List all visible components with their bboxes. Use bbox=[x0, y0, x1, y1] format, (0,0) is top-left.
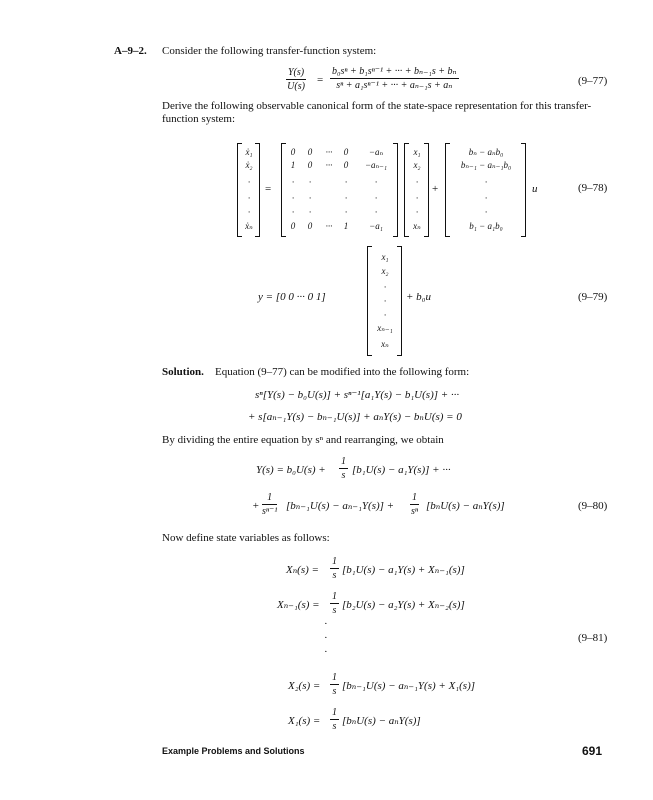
b-entry: · bbox=[484, 193, 488, 203]
derive-line2: function system: bbox=[162, 113, 236, 125]
def-2-lhs: X₂(s) = bbox=[288, 680, 321, 692]
y-x-entry: · bbox=[383, 310, 387, 320]
y-x-entry: x₁ bbox=[381, 252, 389, 262]
a-matrix-entry: 0 bbox=[290, 147, 296, 157]
a-matrix-entry: · bbox=[344, 193, 348, 203]
y2-frac2-num: 1 bbox=[412, 492, 417, 503]
footer-page-number: 691 bbox=[582, 744, 603, 758]
x-entry: xₙ bbox=[413, 221, 421, 231]
a-matrix-entry: −a₁ bbox=[369, 221, 383, 231]
def-0-num: 1 bbox=[332, 556, 337, 567]
def-0-lhs: Xₙ(s) = bbox=[286, 564, 319, 576]
derive-line1: Derive the following observable canonical form of the state-space representation for this transfer- bbox=[162, 100, 592, 112]
eq-978-plus: + bbox=[432, 183, 439, 195]
eq-978-label: (9–78) bbox=[578, 182, 608, 194]
def-1-rhs: [b₂U(s) − a₂Y(s) + Xₙ₋₂(s)] bbox=[342, 599, 465, 611]
y2-frac2-den: sⁿ bbox=[410, 506, 419, 517]
y-line-lhs: Y(s) = b₀U(s) + bbox=[256, 464, 326, 476]
a-matrix-entry: · bbox=[291, 207, 295, 217]
a-matrix-left-bracket bbox=[281, 143, 286, 237]
a-matrix-entry: 0 bbox=[343, 160, 349, 170]
a-matrix-entry: 1 bbox=[290, 160, 296, 170]
a-matrix-entry: · bbox=[374, 193, 378, 203]
y-x-entry: xₙ₋₁ bbox=[377, 323, 393, 333]
a-matrix-entry: 0 bbox=[290, 221, 296, 231]
define-text: Now define state variables as follows: bbox=[162, 532, 330, 544]
solution-label: Solution. bbox=[162, 366, 204, 378]
a-matrix-entry: · bbox=[374, 207, 378, 217]
a-matrix-entry: ··· bbox=[325, 160, 333, 170]
eq-977-rhs-num: b₀sⁿ + b₁sⁿ⁻¹ + ··· + bₙ₋₁s + bₙ bbox=[332, 66, 457, 77]
def-1-lhs: Xₙ₋₁(s) = bbox=[277, 599, 320, 611]
eq-979-label: (9–79) bbox=[578, 291, 608, 303]
eq-979-rhs: + b₀u bbox=[406, 291, 431, 303]
y-line-frac bbox=[339, 456, 348, 481]
a-matrix-entry: −aₙ₋₁ bbox=[364, 160, 388, 170]
y-line-rhs: [b₁U(s) − a₁Y(s)] + ··· bbox=[352, 464, 451, 476]
eq-977-rhs-den: sⁿ + a₁sⁿ⁻¹ + ··· + aₙ₋₁s + aₙ bbox=[336, 80, 453, 91]
y2-frac1 bbox=[262, 492, 277, 517]
def-1-frac bbox=[330, 591, 339, 616]
a-matrix-entry: −aₙ bbox=[368, 147, 384, 157]
eq-977-equals: = bbox=[317, 74, 324, 86]
eq-977-label: (9–77) bbox=[578, 75, 608, 87]
x-entry: x₂ bbox=[413, 160, 421, 170]
eq-980-label: (9–80) bbox=[578, 500, 608, 512]
eq-978-equals: = bbox=[265, 183, 272, 195]
def-3-lhs: X₁(s) = bbox=[288, 715, 321, 727]
y-frac-den: s bbox=[341, 470, 346, 481]
problem-intro: Consider the following transfer-function system: bbox=[162, 45, 377, 57]
a-matrix-entry: · bbox=[291, 193, 295, 203]
def-2-num: 1 bbox=[332, 672, 337, 683]
a-matrix-entry: · bbox=[344, 207, 348, 217]
x-entry: · bbox=[415, 177, 419, 187]
a-matrix-entry: ··· bbox=[325, 147, 333, 157]
a-matrix-entry: 0 bbox=[343, 147, 349, 157]
b-entry: bₙ₋₁ − aₙ₋₁b₀ bbox=[460, 160, 512, 170]
eq-981-label: (9–81) bbox=[578, 632, 608, 644]
def-0-rhs: [b₁U(s) − a₁Y(s) + Xₙ₋₁(s)] bbox=[342, 564, 465, 576]
a-matrix-entry: 0 bbox=[307, 147, 313, 157]
xdot-entry: · bbox=[247, 177, 251, 187]
a-matrix-entry: 0 bbox=[307, 221, 313, 231]
def-3-rhs: [bₙU(s) − aₙY(s)] bbox=[342, 715, 421, 727]
solution-line2: + s[aₙ₋₁Y(s) − bₙ₋₁U(s)] + aₙY(s) − bₙU(s) = 0 bbox=[248, 411, 462, 423]
def-2-rhs: [bₙ₋₁U(s) − aₙ₋₁Y(s) + X₁(s)] bbox=[342, 680, 476, 692]
def-2-den: s bbox=[332, 686, 337, 697]
y2-frac1-den: sⁿ⁻¹ bbox=[262, 506, 278, 517]
a-matrix-entry: · bbox=[344, 177, 348, 187]
a-matrix-entry: · bbox=[308, 207, 312, 217]
x-entry: · bbox=[415, 193, 419, 203]
solution-text: Equation (9–77) can be modified into the following form: bbox=[215, 366, 470, 378]
y-x-entry: x₂ bbox=[381, 266, 389, 276]
def-0-frac bbox=[330, 556, 339, 581]
problem-number: A–9–2. bbox=[114, 45, 147, 57]
eq-978-u: u bbox=[532, 183, 538, 195]
y2-prefix: + bbox=[252, 500, 260, 512]
xdot-entry: ẋₙ bbox=[245, 221, 253, 231]
solution-line1: sⁿ[Y(s) − b₀U(s)] + sⁿ⁻¹[a₁Y(s) − b₁U(s)] + ··· bbox=[255, 389, 460, 401]
b-entry: · bbox=[484, 177, 488, 187]
eq-977-rhs bbox=[330, 66, 459, 91]
xdot-entry: · bbox=[247, 207, 251, 217]
b-entry: · bbox=[484, 207, 488, 217]
def-2-frac bbox=[330, 672, 339, 697]
vdot-2: · bbox=[324, 646, 328, 658]
a-matrix-entry: · bbox=[374, 177, 378, 187]
eq-977-lhs-den: U(s) bbox=[287, 81, 305, 92]
y2-end: [bₙU(s) − aₙY(s)] bbox=[426, 500, 505, 512]
y2-mid: [bₙ₋₁U(s) − aₙ₋₁Y(s)] + bbox=[286, 500, 395, 512]
xdot-entry: ẋ₁ bbox=[245, 147, 253, 157]
eq-979-lhs: y = [0 0 ··· 0 1] bbox=[258, 291, 326, 303]
b-entry: bₙ − aₙb₀ bbox=[468, 147, 504, 157]
y2-frac2 bbox=[410, 492, 419, 517]
a-matrix-entry: 0 bbox=[307, 160, 313, 170]
y-frac-num: 1 bbox=[341, 456, 346, 467]
def-1-den: s bbox=[332, 605, 337, 616]
footer-section: Example Problems and Solutions bbox=[162, 746, 305, 756]
def-3-num: 1 bbox=[332, 707, 337, 718]
def-0-den: s bbox=[332, 570, 337, 581]
x-entry: x₁ bbox=[413, 147, 421, 157]
y-x-entry: · bbox=[383, 296, 387, 306]
def-1-num: 1 bbox=[332, 591, 337, 602]
eq-977-lhs bbox=[286, 67, 306, 92]
xdot-entry: · bbox=[247, 193, 251, 203]
y2-frac1-num: 1 bbox=[262, 492, 277, 505]
divide-text: By dividing the entire equation by sⁿ and rearranging, we obtain bbox=[162, 434, 444, 446]
eq-977-lhs-num: Y(s) bbox=[288, 67, 305, 78]
a-matrix-entry: · bbox=[308, 193, 312, 203]
a-matrix-entry: ··· bbox=[325, 221, 333, 231]
y-x-entry: · bbox=[383, 282, 387, 292]
vdot-0: · bbox=[324, 618, 328, 630]
y-x-entry: xₙ bbox=[381, 339, 389, 349]
vdot-1: · bbox=[324, 632, 328, 644]
a-matrix-entry: · bbox=[291, 177, 295, 187]
def-3-den: s bbox=[332, 721, 337, 732]
a-matrix-entry: 1 bbox=[343, 221, 349, 231]
x-entry: · bbox=[415, 207, 419, 217]
def-3-frac bbox=[330, 707, 339, 732]
a-matrix-entry: · bbox=[308, 177, 312, 187]
xdot-entry: ẋ₂ bbox=[245, 160, 253, 170]
b-entry: b₁ − a₁b₀ bbox=[469, 221, 503, 231]
